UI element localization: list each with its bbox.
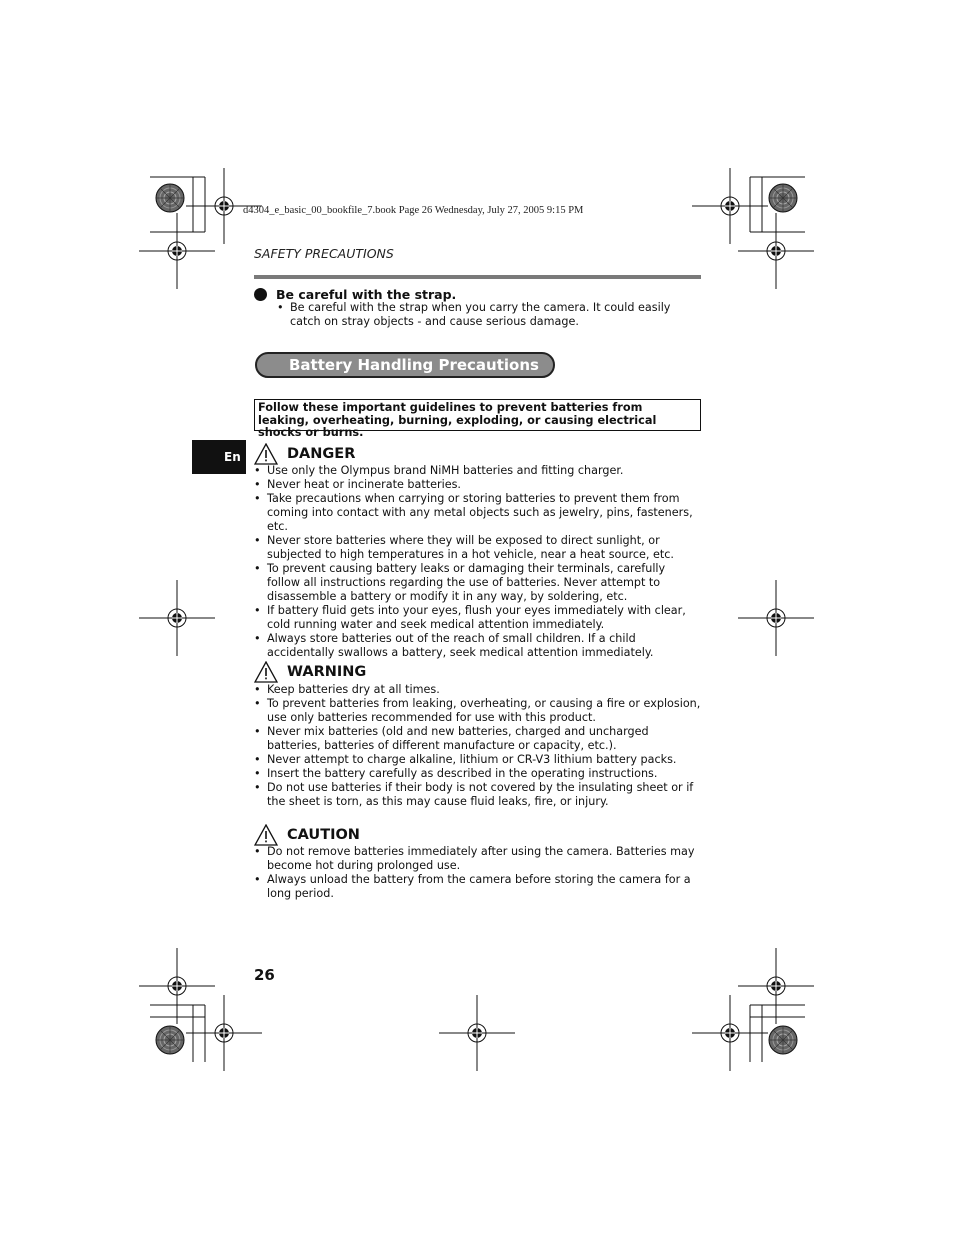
list-item: • Insert the battery carefully as described in the operating instructions. — [254, 767, 701, 781]
list-item: • Never store batteries where they will be exposed to direct sunlight, or subjected to high temperatures in a hot vehicle, near a heat source, etc. — [254, 534, 701, 562]
warning-heading — [254, 661, 366, 683]
strap-heading — [254, 287, 456, 302]
section-title: SAFETY PRECAUTIONS — [254, 246, 394, 261]
notice-box: Follow these important guidelines to prevent batteries from leaking, overheating, burning, exploding, or causing electrical shocks or burns. — [254, 399, 701, 431]
warning-triangle-icon — [254, 824, 278, 846]
list-item: • To prevent batteries from leaking, overheating, or causing a fire or explosion, use only batteries recommended for use with this product. — [254, 697, 701, 725]
warning-triangle-icon — [254, 661, 278, 683]
danger-heading — [254, 443, 355, 465]
list-item: • Do not remove batteries immediately after using the camera. Batteries may become hot during prolonged use. — [254, 845, 701, 873]
list-item: • Take precautions when carrying or storing batteries to prevent them from coming into contact with any metal objects such as jewelry, pins, fasteners, etc. — [254, 492, 701, 534]
warning-heading-text: WARNING — [287, 664, 367, 680]
battery-section-title: Battery Handling Precautions — [255, 352, 555, 378]
caution-heading-text: CAUTION — [287, 827, 360, 843]
list-item: • Never attempt to charge alkaline, lithium or CR-V3 lithium battery packs. — [254, 753, 701, 767]
list-item: • If battery fluid gets into your eyes, flush your eyes immediately with clear, cold running water and seek medical attention immediately. — [254, 604, 701, 632]
list-item: • Use only the Olympus brand NiMH batteries and fitting charger. — [254, 464, 701, 478]
danger-list — [254, 464, 701, 660]
danger-heading-text: DANGER — [287, 446, 356, 462]
strap-heading-text: Be careful with the strap. — [276, 287, 457, 302]
language-tab: En — [192, 440, 246, 474]
list-item: • Keep batteries dry at all times. — [254, 683, 701, 697]
list-item: • Never mix batteries (old and new batteries, charged and uncharged batteries, batteries of different manufacture or capacity, etc.). — [254, 725, 701, 753]
list-item: • To prevent causing battery leaks or damaging their terminals, carefully follow all instructions regarding the use of batteries. Never attempt to disassemble a battery or modify it in any way, by soldering, etc. — [254, 562, 701, 604]
list-item: • Do not use batteries if their body is not covered by the insulating sheet or if the sheet is torn, as this may cause fluid leaks, fire, or injury. — [254, 781, 701, 809]
print-header: d4304_e_basic_00_bookfile_7.book Page 26 Wednesday, July 27, 2005 9:15 PM — [243, 205, 584, 216]
list-item: • Always unload the battery from the camera before storing the camera for a long period. — [254, 873, 701, 901]
warning-triangle-icon — [254, 443, 278, 465]
page-number: 26 — [254, 966, 275, 984]
warning-list — [254, 683, 701, 809]
header-rule — [254, 275, 701, 279]
list-item: • Never heat or incinerate batteries. — [254, 478, 701, 492]
strap-list — [277, 301, 701, 329]
list-item: • Be careful with the strap when you carry the camera. It could easily catch on stray objects - and cause serious damage. — [277, 301, 701, 329]
bullet-dot-icon — [254, 288, 267, 301]
caution-heading — [254, 824, 360, 846]
caution-list — [254, 845, 701, 901]
list-item: • Always store batteries out of the reach of small children. If a child accidentally swallows a battery, seek medical attention immediately. — [254, 632, 701, 660]
